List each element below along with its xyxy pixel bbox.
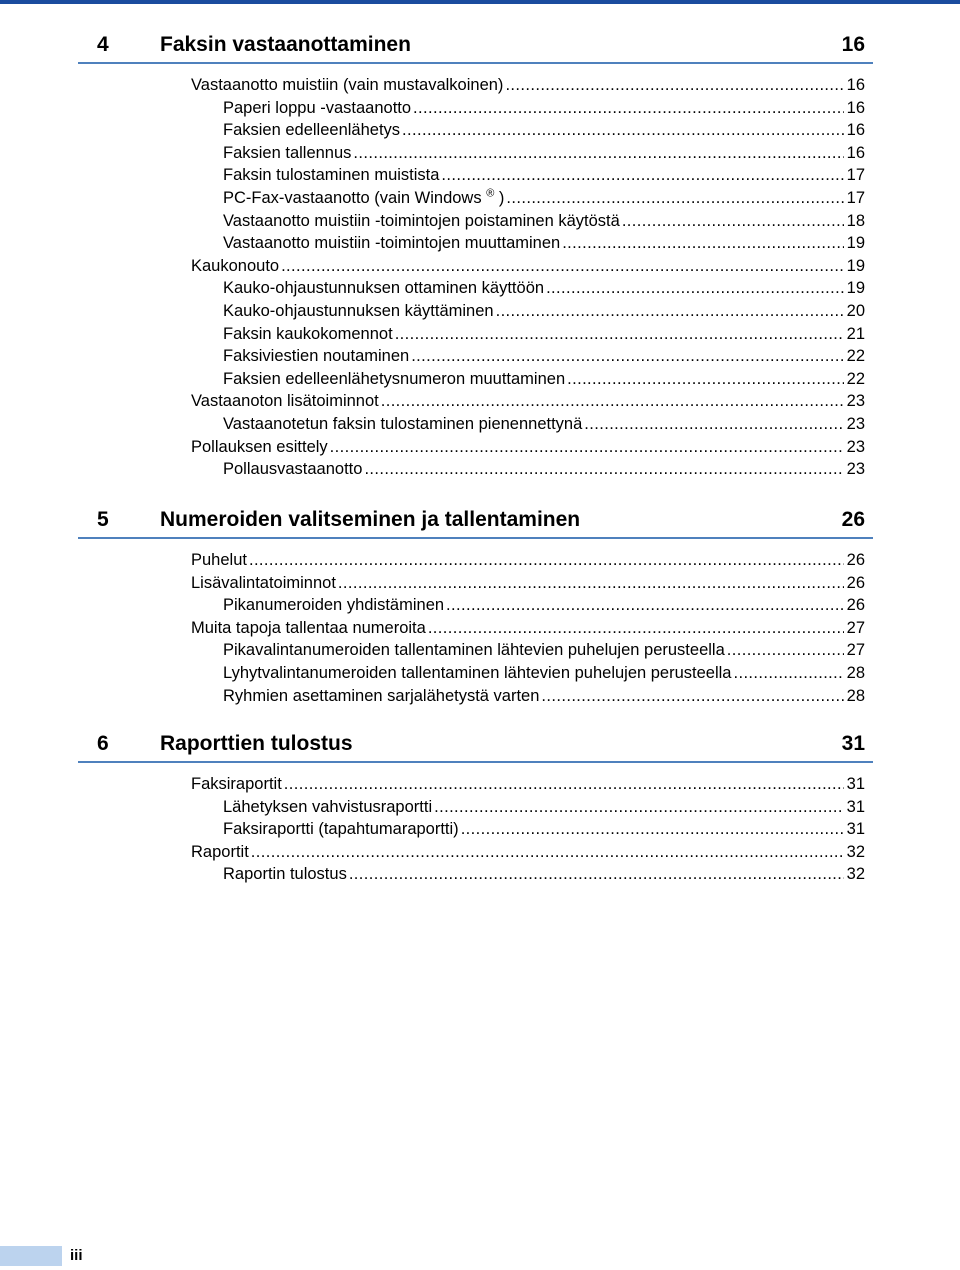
toc-entry-page: 32	[846, 865, 865, 884]
toc-entry[interactable]	[223, 210, 865, 233]
dot-leader	[733, 662, 843, 685]
dot-leader	[562, 232, 843, 255]
dot-leader	[567, 368, 844, 391]
toc-entry-page: 20	[846, 301, 865, 320]
toc-entry-page: 22	[846, 369, 865, 388]
toc-entry-label: Pollauksen esittely	[191, 437, 328, 456]
dot-leader	[434, 796, 844, 819]
dot-leader	[411, 345, 843, 368]
toc-entry-label: Muita tapoja tallentaa numeroita	[191, 618, 426, 637]
toc-entry[interactable]	[223, 119, 865, 142]
toc-entry[interactable]	[223, 187, 865, 210]
toc-entry[interactable]	[223, 662, 865, 685]
dot-leader	[349, 863, 844, 886]
toc-entry[interactable]	[191, 549, 865, 572]
toc-entry-label: Paperi loppu -vastaanotto	[223, 98, 412, 117]
toc-entry-page: 18	[846, 211, 865, 230]
toc-entry-page: 21	[846, 324, 865, 343]
toc-entry[interactable]	[223, 323, 865, 346]
chapter-heading[interactable]	[78, 0, 873, 64]
toc-entry-label: Puhelut	[191, 551, 247, 569]
toc-entry-page: 28	[846, 663, 865, 682]
chapter-heading[interactable]	[78, 475, 873, 539]
toc-entry-label: Vastaanotetun faksin tulostaminen pienennettynä	[223, 414, 583, 433]
toc-entry[interactable]	[223, 345, 865, 368]
dot-leader	[441, 164, 843, 187]
chapter-page: 26	[841, 508, 865, 531]
toc-entry-page: 31	[846, 797, 865, 816]
dot-leader	[413, 97, 844, 120]
toc-entry-label: Faksin kaukokomennot	[223, 324, 393, 343]
chapter-page: 31	[841, 732, 865, 755]
toc-entry-page: 28	[846, 686, 865, 705]
chapter-5	[78, 475, 873, 707]
chapter-number: 4	[97, 33, 109, 56]
chapter-title: Faksin vastaanottaminen	[160, 33, 411, 56]
dot-leader	[353, 142, 843, 165]
page-corner-tab	[0, 1246, 62, 1266]
toc-entry-label: Faksiraportti (tapahtumaraportti)	[223, 820, 459, 839]
dot-leader	[381, 390, 844, 413]
dot-leader	[496, 300, 844, 323]
toc-entry-page: 16	[846, 76, 865, 94]
toc-entry-label: Lyhytvalintanumeroiden tallentaminen lähtevien puhelujen perusteella	[223, 663, 732, 682]
toc-entry[interactable]	[223, 818, 865, 841]
toc-entry-page: 26	[846, 551, 865, 569]
toc-entry-page: 32	[846, 842, 865, 861]
toc-entry-label: Pollausvastaanotto	[223, 460, 363, 479]
toc-entry-page: 19	[846, 256, 865, 275]
dot-leader	[249, 549, 844, 572]
toc-entry[interactable]	[191, 617, 865, 640]
toc-entry-page: 31	[846, 775, 865, 793]
toc-entry[interactable]	[191, 74, 865, 97]
toc-entry[interactable]	[223, 413, 865, 436]
toc-entry[interactable]	[223, 639, 865, 662]
toc-entry-label: Faksien edelleenlähetysnumeron muuttaminen	[223, 369, 566, 388]
toc-entry-label: Faksien edelleenlähetys	[223, 121, 401, 140]
toc-entry-page: 16	[846, 143, 865, 162]
dot-leader	[251, 841, 844, 864]
entry-list	[78, 549, 873, 707]
toc-entry-page: 27	[846, 641, 865, 660]
toc-entry-label: Vastaanotto muistiin -toimintojen muuttaminen	[223, 234, 561, 253]
dot-leader	[505, 74, 843, 97]
toc-entry-label: PC-Fax-vastaanotto (vain Windows ® )	[223, 187, 505, 207]
toc-entry[interactable]	[223, 863, 865, 886]
toc-entry-page: 23	[846, 437, 865, 456]
toc-entry-label: Kaukonouto	[191, 256, 280, 275]
chapter-number: 5	[97, 508, 109, 531]
dot-leader	[330, 436, 844, 459]
toc-entry-page: 19	[846, 279, 865, 298]
chapter-title: Raporttien tulostus	[160, 732, 353, 755]
dot-leader	[727, 639, 844, 662]
toc-entry-label: Lähetyksen vahvistusraportti	[223, 797, 433, 816]
toc-entry-label: Vastaanotto muistiin (vain mustavalkoinen)	[191, 76, 504, 94]
chapter-title: Numeroiden valitseminen ja tallentaminen	[160, 508, 581, 531]
toc-entry-label: Faksiraportit	[191, 775, 282, 793]
dot-leader	[338, 572, 844, 595]
chapter-page: 16	[841, 33, 865, 56]
toc-entry-label: Faksien tallennus	[223, 143, 352, 162]
chapter-4	[78, 0, 873, 481]
toc-entry-label: Kauko-ohjaustunnuksen käyttäminen	[223, 301, 494, 320]
toc-entry-label: Lisävalintatoiminnot	[191, 573, 336, 592]
dot-leader	[402, 119, 844, 142]
dot-leader	[446, 594, 844, 617]
toc-entry-page: 23	[846, 460, 865, 479]
toc-entry-label: Raportit	[191, 842, 249, 861]
page-number: iii	[70, 1247, 83, 1264]
toc-entry[interactable]	[191, 572, 865, 595]
dot-leader	[506, 187, 843, 210]
toc-entry[interactable]	[191, 436, 865, 459]
toc-entry-page: 26	[846, 573, 865, 592]
dot-leader	[284, 773, 844, 796]
toc-entry-label: Pikavalintanumeroiden tallentaminen lähtevien puhelujen perusteella	[223, 641, 725, 660]
dot-leader	[622, 210, 844, 233]
dot-leader	[428, 617, 844, 640]
toc-entry-page: 26	[846, 596, 865, 615]
toc-entry-label: Ryhmien asettaminen sarjalähetystä varten	[223, 686, 540, 705]
toc-entry-label: Vastaanoton lisätoiminnot	[191, 392, 379, 411]
toc-entry-page: 19	[846, 234, 865, 253]
toc-entry-label: Raportin tulostus	[223, 865, 347, 884]
toc-entry[interactable]	[223, 796, 865, 819]
registered-mark: ®	[486, 187, 495, 200]
toc-entry-page: 23	[846, 414, 865, 433]
toc-entry-label: Faksin tulostaminen muistista	[223, 166, 440, 185]
toc-entry-page: 16	[846, 98, 865, 117]
dot-leader	[546, 277, 844, 300]
toc-entry[interactable]	[223, 277, 865, 300]
toc-entry[interactable]	[223, 368, 865, 391]
toc-entry-page: 16	[846, 121, 865, 140]
toc-entry[interactable]	[191, 390, 865, 413]
toc-entry-page: 31	[846, 820, 865, 839]
entry-list	[78, 74, 873, 481]
dot-leader	[281, 255, 844, 278]
toc-entry[interactable]	[223, 232, 865, 255]
toc-entry[interactable]	[223, 594, 865, 617]
entry-list	[78, 773, 873, 886]
toc-entry-page: 27	[846, 618, 865, 637]
toc-entry-page: 23	[846, 392, 865, 411]
toc-entry[interactable]	[223, 164, 865, 187]
toc-entry[interactable]	[223, 97, 865, 120]
toc-entry-page: 17	[846, 188, 865, 207]
toc-entry[interactable]	[191, 841, 865, 864]
chapter-heading[interactable]	[78, 699, 873, 763]
toc-entry-page: 17	[846, 166, 865, 185]
toc-entry-label: Vastaanotto muistiin -toimintojen poistaminen käytöstä	[223, 211, 620, 230]
chapter-6	[78, 699, 873, 886]
dot-leader	[461, 818, 844, 841]
toc-entry-label: Faksiviestien noutaminen	[223, 347, 410, 366]
toc-entry[interactable]	[191, 255, 865, 278]
toc-entry-page: 22	[846, 347, 865, 366]
toc-entry[interactable]	[223, 300, 865, 323]
chapter-number: 6	[97, 732, 109, 755]
toc-entry[interactable]	[191, 773, 865, 796]
dot-leader	[395, 323, 844, 346]
toc-entry-label: Kauko-ohjaustunnuksen ottaminen käyttöön	[223, 279, 545, 298]
dot-leader	[584, 413, 843, 436]
toc-entry[interactable]	[223, 142, 865, 165]
toc-entry-label: Pikanumeroiden yhdistäminen	[223, 596, 445, 615]
